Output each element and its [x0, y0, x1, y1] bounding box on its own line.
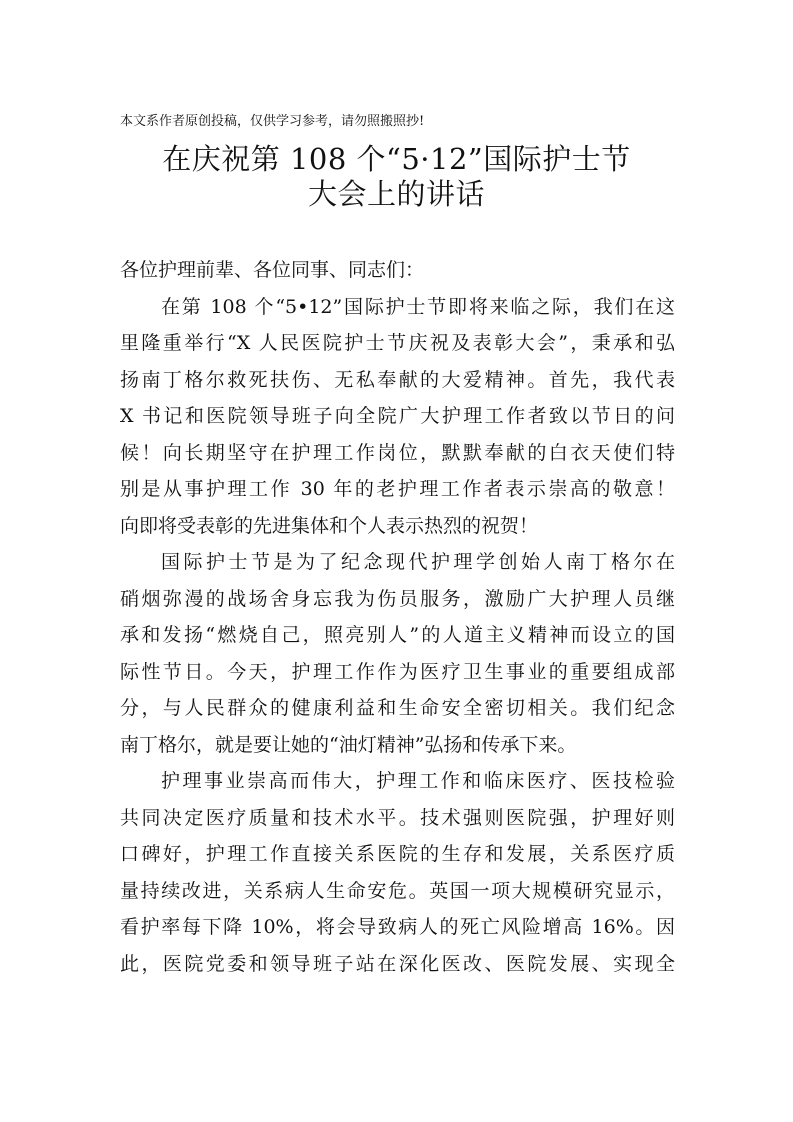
body-line: 看护率每下降 10%，将会导致病人的死亡风险增高 16%。因 — [120, 916, 675, 938]
body-line: 此，医院党委和领导班子站在深化医改、医院发展、实现全 — [120, 952, 675, 975]
body-line: 护理事业崇高而伟大，护理工作和临床医疗、医技检验 — [161, 770, 675, 792]
body-line: 承和发扬“燃烧自己，照亮别人”的人道主义精神而设立的国 — [120, 624, 675, 646]
body-line: 分，与人民群众的健康利益和生命安全密切相关。我们纪念 — [120, 697, 675, 719]
title-line-1: 在庆祝第 108 个“5·12”国际护士节 — [162, 142, 631, 176]
body-line: 里隆重举行“X 人民医院护士节庆祝及表彰大会”，秉承和弘 — [120, 332, 675, 354]
speech-body — [120, 252, 675, 982]
body-line: 别是从事护理工作 30 年的老护理工作者表示崇高的敬意！ — [120, 478, 675, 500]
body-line: 量持续改进，关系病人生命安危。英国一项大规模研究显示， — [120, 879, 675, 902]
salutation-line: 各位护理前辈、各位同事、同志们： — [120, 259, 425, 281]
header-note: 本文系作者原创投稿，仅供学习参考，请勿照搬照抄! — [120, 114, 425, 129]
body-line: 口碑好，护理工作直接关系医院的生存和发展，关系医疗质 — [120, 843, 675, 865]
body-line: 南丁格尔，就是要让她的“油灯精神”弘扬和传承下来。 — [120, 733, 577, 756]
title-line-2: 大会上的讲话 — [307, 177, 485, 211]
body-line: 国际护士节是为了纪念现代护理学创始人南丁格尔在 — [161, 551, 675, 573]
body-line: 扬南丁格尔救死扶伤、无私奉献的大爱精神。首先，我代表 — [120, 368, 675, 391]
body-line: 际性节日。今天，护理工作作为医疗卫生事业的重要组成部 — [120, 660, 675, 683]
body-line: 硝烟弥漫的战场舍身忘我为伤员服务，激励广大护理人员继 — [120, 587, 675, 610]
body-line: 向即将受表彰的先进集体和个人表示热烈的祝贺！ — [120, 514, 539, 537]
body-line: X 书记和医院领导班子向全院广大护理工作者致以节日的问 — [120, 405, 675, 427]
body-line: 共同决定医疗质量和技术水平。技术强则医院强，护理好则 — [120, 806, 675, 829]
body-line: 在第 108 个“5•12”国际护士节即将来临之际，我们在这 — [161, 295, 675, 318]
body-line: 候！向长期坚守在护理工作岗位，默默奉献的白衣天使们特 — [120, 441, 675, 464]
